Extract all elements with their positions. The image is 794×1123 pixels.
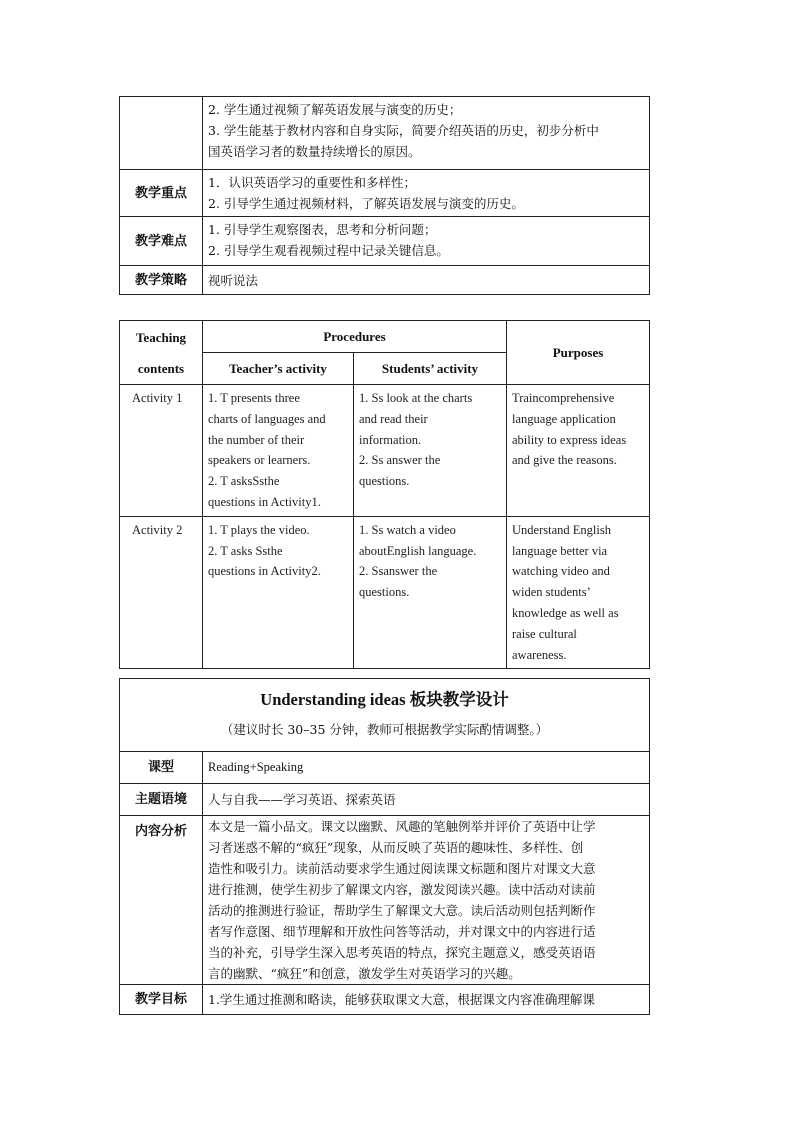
teaching-goals-value: 1.学生通过推测和略读，能够获取课文大意，根据课文内容准确理解课 bbox=[203, 985, 650, 1015]
activity-1-teacher bbox=[203, 385, 354, 517]
text-line: 2. T asks Ssthe bbox=[208, 543, 283, 558]
teaching-contents-header bbox=[120, 321, 203, 385]
lesson-type-label: 课型 bbox=[120, 752, 203, 784]
objective-line: 3. 学生能基于教材内容和自身实际，简要介绍英语的历史，初步分析中 bbox=[208, 123, 599, 138]
activity-2-teacher bbox=[203, 516, 354, 669]
text-line: the number of their bbox=[208, 432, 305, 447]
difficulties-cell bbox=[203, 217, 650, 266]
contents-header-text: contents bbox=[137, 360, 185, 376]
section-header-cell bbox=[120, 679, 650, 752]
text-line: raise cultural bbox=[512, 626, 577, 641]
key-point-line: 2. 引导学生通过视频材料，了解英语发展与演变的历史。 bbox=[208, 196, 524, 211]
text-line: information. bbox=[359, 432, 422, 447]
text-line: watching video and bbox=[512, 564, 610, 579]
teacher-activity-header: Teacher’s activity bbox=[203, 353, 354, 385]
text-line: language application bbox=[512, 411, 616, 426]
activity-1-label: Activity 1 bbox=[120, 385, 203, 517]
text-line: speakers or learners. bbox=[208, 453, 311, 468]
text-line: 1. T presents three bbox=[208, 391, 300, 405]
text-line: questions. bbox=[359, 585, 410, 600]
strategy-value: 视听说法 bbox=[203, 266, 650, 295]
objectives-label-cell bbox=[120, 97, 203, 170]
difficulty-line: 2. 引导学生观看视频过程中记录关键信息。 bbox=[208, 243, 449, 258]
teaching-header-text: Teaching bbox=[135, 329, 187, 345]
text-line: and read their bbox=[359, 411, 428, 426]
analysis-line: 者写作意图、细节理解和开放性问答等活动，并对课文中的内容进行适 bbox=[208, 924, 596, 939]
text-line: 2. Ssanswer the bbox=[359, 564, 438, 579]
text-line: widen students’ bbox=[512, 585, 591, 600]
teaching-goals-label: 教学目标 bbox=[120, 985, 203, 1015]
procedures-header: Procedures bbox=[203, 321, 507, 353]
key-points-label: 教学重点 bbox=[120, 170, 203, 217]
procedures-table bbox=[119, 320, 650, 669]
purposes-header: Purposes bbox=[507, 321, 650, 385]
text-line: language better via bbox=[512, 543, 608, 558]
text-line: Understand English bbox=[512, 522, 611, 537]
content-analysis-cell bbox=[203, 816, 650, 985]
activity-2-purposes bbox=[507, 516, 650, 669]
text-line: awareness. bbox=[512, 647, 567, 662]
understanding-ideas-table bbox=[119, 678, 650, 1015]
text-line: 1. Ss look at the charts bbox=[359, 391, 473, 405]
difficulties-label: 教学难点 bbox=[120, 217, 203, 266]
lesson-plan-table-1 bbox=[119, 96, 650, 295]
text-line: charts of languages and bbox=[208, 411, 326, 426]
activity-2-students bbox=[354, 516, 507, 669]
difficulty-line: 1. 引导学生观察图表，思考和分析问题； bbox=[208, 222, 437, 237]
analysis-line: 造性和吸引力。读前活动要求学生通过阅读课文标题和图片对课文大意 bbox=[208, 861, 596, 876]
analysis-line: 习者迷惑不解的“疯狂”现象，从而反映了英语的趣味性、多样性、创 bbox=[208, 840, 584, 855]
analysis-line: 言的幽默、“疯狂”和创意，激发学生对英语学习的兴趣。 bbox=[208, 966, 521, 981]
text-line: questions. bbox=[359, 474, 410, 489]
key-points-cell bbox=[203, 170, 650, 217]
text-line: ability to express ideas bbox=[512, 432, 627, 447]
objective-line: 2. 学生通过视频了解英语发展与演变的历史； bbox=[208, 102, 462, 117]
content-analysis-label: 内容分析 bbox=[120, 816, 203, 985]
text-line: questions in Activity1. bbox=[208, 494, 321, 509]
strategy-label: 教学策略 bbox=[120, 266, 203, 295]
objective-line: 国英语学习者的数量持续增长的原因。 bbox=[208, 144, 421, 159]
text-line: Traincomprehensive bbox=[512, 391, 615, 405]
activity-2-label: Activity 2 bbox=[120, 516, 203, 669]
text-line: aboutEnglish language. bbox=[359, 543, 477, 558]
analysis-line: 活动的推测进行验证，帮助学生了解课文大意。读后活动则包括判断作 bbox=[208, 903, 596, 918]
key-point-line: 1．认识英语学习的重要性和多样性； bbox=[208, 175, 416, 190]
lesson-type-value: Reading+Speaking bbox=[203, 752, 650, 784]
text-line: and give the reasons. bbox=[512, 453, 617, 468]
activity-1-students bbox=[354, 385, 507, 517]
theme-context-value: 人与自我——学习英语、探索英语 bbox=[203, 784, 650, 816]
analysis-line: 当的补充，引导学生深入思考英语的特点，探究主题意义，感受英语语 bbox=[208, 945, 596, 960]
text-line: knowledge as well as bbox=[512, 605, 619, 620]
analysis-line: 本文是一篇小品文。课文以幽默、风趣的笔触例举并评价了英语中让学 bbox=[208, 819, 596, 834]
analysis-line: 进行推测，使学生初步了解课文内容，激发阅读兴趣。读中活动对读前 bbox=[208, 882, 596, 897]
text-line: 1. T plays the video. bbox=[208, 522, 310, 537]
text-line: questions in Activity2. bbox=[208, 564, 321, 579]
text-line: 2. Ss answer the bbox=[359, 453, 441, 468]
text-line: 2. T asksSsthe bbox=[208, 474, 280, 489]
section-title: Understanding ideas 板块教学设计 bbox=[260, 690, 509, 709]
activity-1-purposes bbox=[507, 385, 650, 517]
students-activity-header: Students’ activity bbox=[354, 353, 507, 385]
objectives-cell bbox=[203, 97, 650, 170]
theme-context-label: 主题语境 bbox=[120, 784, 203, 816]
text-line: 1. Ss watch a video bbox=[359, 522, 456, 537]
section-subtitle: （建议时长 30–35 分钟，教师可根据教学实际酌情调整。） bbox=[220, 722, 549, 737]
